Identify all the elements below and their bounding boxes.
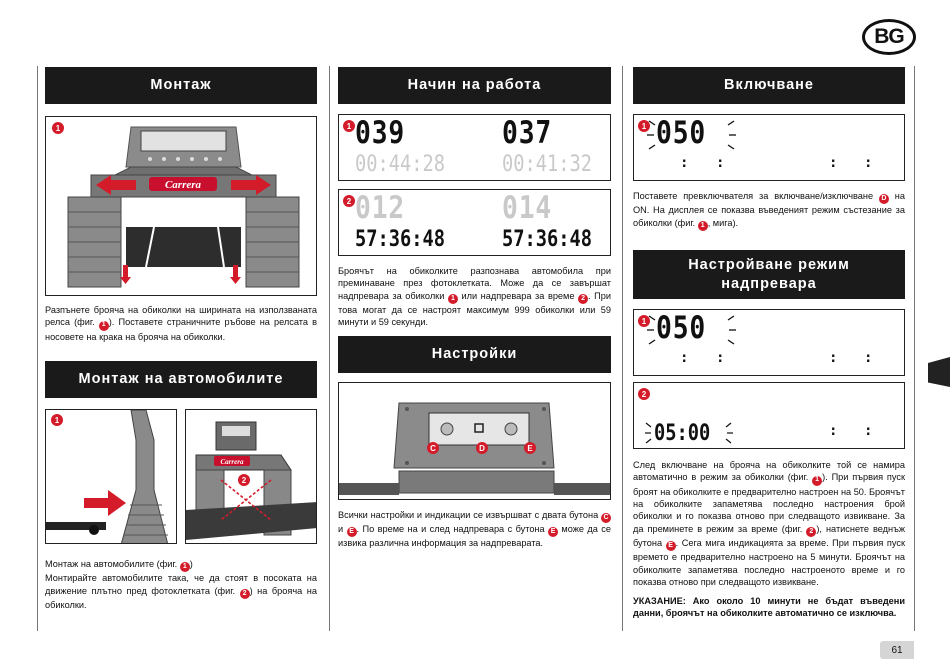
- left-time: 00:44:28: [355, 152, 446, 177]
- race-mode-display-2: [633, 382, 905, 449]
- column-divider-1: [37, 66, 38, 631]
- figure-number: 1: [638, 315, 650, 327]
- page-number: 61: [880, 641, 914, 659]
- section-settings-title: Настройки: [338, 336, 611, 373]
- section-race-mode-title: Настройване режим надпревара: [633, 250, 905, 299]
- section-mount-title: Монтаж: [45, 67, 317, 104]
- left-lap-count: 039: [355, 115, 406, 151]
- left-lap-count: 012: [355, 190, 406, 226]
- operation-display-1: [338, 114, 611, 181]
- photocell-illustration: [186, 410, 317, 544]
- figure-number: 1: [343, 120, 355, 132]
- button-e-marker: E: [524, 442, 536, 454]
- blink-rays-icon: [646, 310, 746, 355]
- colon-sep: :: [864, 350, 873, 366]
- race-mode-note: УКАЗАНИЕ: Ако около 10 минути не бъдат въведени данни, броячът на обиколките автоматично се изключва.: [633, 596, 905, 619]
- language-badge: BG: [862, 19, 916, 55]
- button-c-marker: C: [427, 442, 439, 454]
- lap-count-blinking: 050: [656, 310, 707, 346]
- fig-ref: 1: [448, 294, 458, 304]
- car-placement-illustration: [46, 410, 177, 544]
- colon-sep: :: [829, 155, 838, 171]
- column-divider-4: [914, 66, 915, 631]
- fig-ref: 2: [806, 527, 816, 537]
- button-ref: E: [666, 541, 676, 551]
- right-lap-count: 014: [502, 190, 553, 226]
- race-mode-display-1: [633, 309, 905, 376]
- fig-ref: 2: [240, 589, 250, 599]
- race-mode-text: След включване на брояча на обиколките той се намира автоматично в режим за обиколки (фиг. 1 ). При първия пуск броят на обиколките е предварително настроен на 50. Броячът на обиколките запаметява последно настроения брой обиколки и го показва отново при следващото извикване. За да преминете в режим за време (фиг. 2 ), натиснете веднъж бутона E . Сега мига индикацията за време. При първия пуск времето е предварително настроено на 5 минути. Броячът на обиколките запаметява последно настроеното време и го показва отново при следващото извикване.: [633, 460, 906, 588]
- right-time: 00:41:32: [502, 152, 593, 177]
- colon-sep: :: [864, 155, 873, 171]
- blink-rays-icon: [646, 115, 746, 160]
- mount-text: Разпънете брояча на обиколки на ширината на използваната релса (фиг. 1 ). Поставете страничните ръбове на релсата в носовете на крака на брояча на обиколки.: [45, 305, 317, 342]
- figure-number: 2: [343, 195, 355, 207]
- lap-count-blinking: 050: [656, 115, 707, 151]
- blink-rays-icon: [644, 419, 744, 449]
- colon-sep: :: [680, 155, 689, 171]
- fig-ref: 2: [578, 294, 588, 304]
- page-edge-tab: [928, 357, 950, 387]
- settings-figure: [338, 382, 611, 500]
- colon-sep: :: [864, 423, 873, 439]
- right-lap-count: 037: [502, 115, 553, 151]
- lap-counter-illustration: [46, 117, 317, 296]
- cars-figure-1: [45, 409, 177, 544]
- column-divider-2: [329, 66, 330, 631]
- fig-ref: 1: [99, 321, 109, 331]
- colon-sep: :: [829, 350, 838, 366]
- button-ref: E: [347, 527, 357, 537]
- figure-number: 2: [238, 474, 250, 486]
- colon-sep: :: [680, 350, 689, 366]
- figure-number: 1: [51, 414, 63, 426]
- settings-text: Всички настройки и индикации се извършват с двата бутона C и E . По време на и след надпревара с бутона E може да се извика различна информация за надпреварата.: [338, 510, 612, 549]
- lap-counter-buttons-illustration: [339, 383, 611, 500]
- right-time: 57:36:48: [502, 227, 593, 252]
- power-text: Поставете превключвателя за включване/изключване D на ON. На дисплея се показва въведеният режим състезание за обиколки (фиг. 1 , мига).: [633, 190, 905, 231]
- cars-figure-2: [185, 409, 317, 544]
- colon-sep: :: [716, 350, 725, 366]
- operation-display-2: [338, 189, 611, 256]
- button-d-marker: D: [476, 442, 488, 454]
- fig-ref: 1: [180, 562, 190, 572]
- button-ref: D: [879, 194, 889, 204]
- time-value-blinking: 05:00: [654, 421, 711, 446]
- figure-number: 2: [638, 388, 650, 400]
- fig-ref: 1: [698, 221, 708, 231]
- colon-sep: :: [829, 423, 838, 439]
- figure-number: 1: [52, 122, 64, 134]
- carrera-logo: Carrera: [164, 179, 202, 191]
- button-ref: E: [548, 527, 558, 537]
- button-ref: C: [601, 513, 611, 523]
- left-time: 57:36:48: [355, 227, 446, 252]
- carrera-logo: Carrera: [220, 458, 244, 466]
- mount-figure: [45, 116, 317, 296]
- figure-number: 1: [638, 120, 650, 132]
- section-cars-title: Монтаж на автомобилите: [45, 361, 317, 398]
- operation-text: Броячът на обиколките разпознава автомобила при преминаване през фотоклетката. Може да се завършат надпревара за обиколки 1 или надпревара за време 2 . При това могат да се настроят максимум 999 обиколки или 59 минути и 59 секунди.: [338, 266, 611, 328]
- cars-text: Монтаж на автомобилите (фиг. 1 ) Монтирайте автомобилите така, че да стоят в посоката на движение плътно пред фотоклетката (фиг. 2 ) на брояча на обиколки.: [45, 559, 317, 610]
- fig-ref: 1: [812, 476, 822, 486]
- colon-sep: :: [716, 155, 725, 171]
- power-display: [633, 114, 905, 181]
- column-divider-3: [622, 66, 623, 631]
- section-operation-title: Начин на работа: [338, 67, 611, 104]
- section-power-title: Включване: [633, 67, 905, 104]
